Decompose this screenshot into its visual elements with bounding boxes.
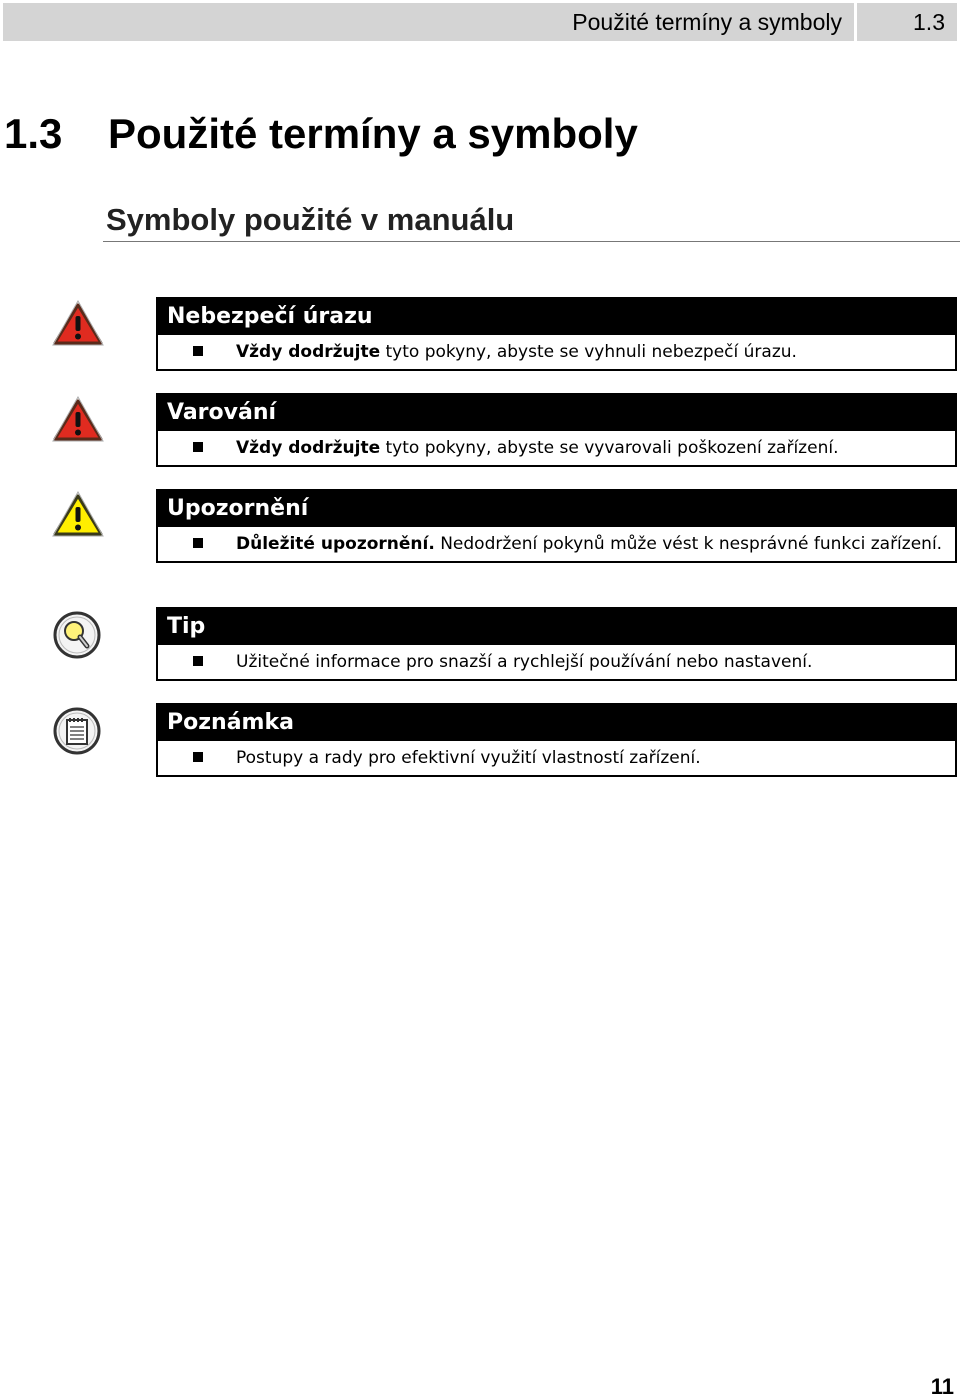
subsection-heading: Symboly použité v manuálu [106, 202, 515, 237]
subsection-rule [103, 241, 960, 242]
warning-notice-bold: Vždy dodržujte [236, 438, 381, 458]
note-notice-item [158, 741, 955, 775]
running-header-section: 1.3 [913, 8, 945, 35]
page-number: 11 [930, 1374, 954, 1399]
section-heading-title: Použité termíny a symboly [108, 110, 638, 157]
bullet-square-icon [193, 346, 203, 356]
bullet-square-icon [193, 538, 203, 548]
warning-notice-item [158, 431, 955, 465]
caution-triangle-icon [52, 491, 104, 537]
warning-notice-title: Varování [158, 395, 955, 431]
section-heading [0, 110, 638, 158]
danger-notice-title: Nebezpečí úrazu [158, 299, 955, 335]
lightbulb-icon [52, 610, 102, 660]
warning-triangle-icon [52, 396, 104, 442]
running-header-section-bar [857, 3, 957, 41]
caution-notice-bold: Důležité upozornění. [236, 534, 435, 554]
note-notice-text: Postupy a rady pro efektivní využití vlastností zařízení. [236, 748, 701, 768]
note-notice-box [156, 703, 957, 777]
tip-notice-item [158, 645, 955, 679]
notepad-icon [52, 706, 102, 756]
running-header-title: Použité termíny a symboly [572, 8, 842, 35]
bullet-square-icon [193, 442, 203, 452]
danger-notice-item [158, 335, 955, 369]
running-header-title-bar [3, 3, 854, 41]
bullet-square-icon [193, 752, 203, 762]
note-notice-title: Poznámka [158, 705, 955, 741]
caution-notice-title: Upozornění [158, 491, 955, 527]
tip-notice-text: Užitečné informace pro snazší a rychlejší používání nebo nastavení. [236, 652, 813, 672]
caution-notice-box [156, 489, 957, 563]
caution-notice-item [158, 527, 955, 561]
warning-notice-text: tyto pokyny, abyste se vyvarovali poškození zařízení. [380, 438, 839, 458]
tip-notice-title: Tip [158, 609, 955, 645]
section-heading-number: 1.3 [4, 110, 63, 157]
danger-notice-bold: Vždy dodržujte [236, 342, 381, 362]
warning-notice-box [156, 393, 957, 467]
bullet-square-icon [193, 656, 203, 666]
danger-triangle-icon [52, 300, 104, 346]
danger-notice-box [156, 297, 957, 371]
tip-notice-box [156, 607, 957, 681]
caution-notice-text: Nedodržení pokynů může vést k nesprávné funkci zařízení. [434, 534, 943, 554]
danger-notice-text: tyto pokyny, abyste se vyhnuli nebezpečí úrazu. [380, 342, 797, 362]
